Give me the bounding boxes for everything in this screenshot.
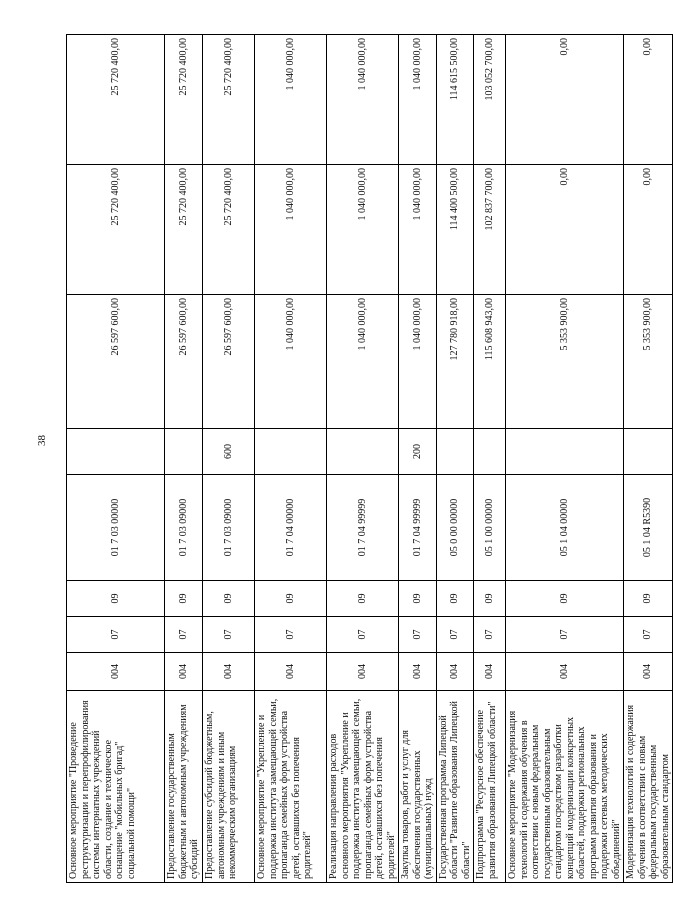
sum-2: 0,00 (624, 165, 673, 295)
expense-type-code (255, 429, 327, 475)
table-row (255, 35, 327, 883)
sum-3: 1 040 000,00 (255, 35, 327, 165)
section-code: 07 (436, 617, 474, 653)
ministry-code: 004 (474, 653, 506, 691)
sum-1: 26 597 600,00 (203, 295, 255, 429)
subsection-code: 09 (436, 581, 474, 617)
subsection-code: 09 (506, 581, 624, 617)
row-name: Закупка товаров, работ и услуг для обеспечения государственных (муниципальных) нужд (399, 691, 437, 883)
table-row (436, 35, 474, 883)
target-code: 01 7 04 99999 (399, 475, 437, 581)
expense-type-code (327, 429, 399, 475)
sum-1: 5 353 900,00 (506, 295, 624, 429)
section-code: 07 (67, 617, 165, 653)
sum-2: 25 720 400,00 (165, 165, 203, 295)
subsection-code: 09 (203, 581, 255, 617)
sum-2: 1 040 000,00 (255, 165, 327, 295)
row-name: Государственная программа Липецкой области "Развитие образования Липецкой области" (436, 691, 474, 883)
sum-2: 102 837 700,00 (474, 165, 506, 295)
sum-3: 0,00 (506, 35, 624, 165)
subsection-code: 09 (624, 581, 673, 617)
row-name: Реализация направления расходов основного мероприятия "Укрепление и поддержка института замещающей семьи, пропаганда семейных форм устройства детей, оставшихся без попечения родителей" (327, 691, 399, 883)
sum-3: 1 040 000,00 (327, 35, 399, 165)
sum-2: 1 040 000,00 (327, 165, 399, 295)
target-code: 05 1 04 00000 (506, 475, 624, 581)
target-code: 05 1 04 R5390 (624, 475, 673, 581)
target-code: 01 7 04 99999 (327, 475, 399, 581)
expense-type-code (506, 429, 624, 475)
sum-3: 25 720 400,00 (165, 35, 203, 165)
section-code: 07 (255, 617, 327, 653)
section-code: 07 (474, 617, 506, 653)
target-code: 05 1 00 00000 (474, 475, 506, 581)
page-number: 38 (36, 435, 48, 446)
ministry-code: 004 (255, 653, 327, 691)
row-name: Подпрограмма "Ресурсное обеспечение развития образования Липецкой области" (474, 691, 506, 883)
row-name: Основное мероприятие "Укрепление и поддержка института замещающей семьи, пропаганда семейных форм устройства детей, оставшихся без попечения родителей" (255, 691, 327, 883)
ministry-code: 004 (624, 653, 673, 691)
table-row (506, 35, 624, 883)
expense-type-code (67, 429, 165, 475)
section-code: 07 (327, 617, 399, 653)
row-name: Предоставление государственным бюджетным и автономным учреждениям субсидий (165, 691, 203, 883)
section-code: 07 (506, 617, 624, 653)
subsection-code: 09 (474, 581, 506, 617)
ministry-code: 004 (67, 653, 165, 691)
table-row (624, 35, 673, 883)
subsection-code: 09 (67, 581, 165, 617)
sum-3: 25 720 400,00 (67, 35, 165, 165)
sum-2: 1 040 000,00 (399, 165, 437, 295)
sum-2: 0,00 (506, 165, 624, 295)
target-code: 05 0 00 00000 (436, 475, 474, 581)
sum-3: 25 720 400,00 (203, 35, 255, 165)
section-code: 07 (165, 617, 203, 653)
ministry-code: 004 (399, 653, 437, 691)
ministry-code: 004 (506, 653, 624, 691)
subsection-code: 09 (165, 581, 203, 617)
ministry-code: 004 (327, 653, 399, 691)
subsection-code: 09 (327, 581, 399, 617)
ministry-code: 004 (165, 653, 203, 691)
sum-1: 1 040 000,00 (399, 295, 437, 429)
sum-3: 1 040 000,00 (399, 35, 437, 165)
sum-1: 1 040 000,00 (327, 295, 399, 429)
budget-table (66, 34, 673, 883)
sum-2: 25 720 400,00 (67, 165, 165, 295)
subsection-code: 09 (399, 581, 437, 617)
section-code: 07 (203, 617, 255, 653)
sum-1: 26 597 600,00 (67, 295, 165, 429)
table-row (67, 35, 165, 883)
target-code: 01 7 03 09000 (203, 475, 255, 581)
sum-2: 114 400 500,00 (436, 165, 474, 295)
target-code: 01 7 03 09000 (165, 475, 203, 581)
table-row (327, 35, 399, 883)
table-row (474, 35, 506, 883)
section-code: 07 (624, 617, 673, 653)
row-name: Основное мероприятие "Проведение реструктуризации и перепрофилирования системы интернатных учреждений области, создание и техническое оснащение "мобильных бригад" социальной помощи" (67, 691, 165, 883)
expense-type-code (436, 429, 474, 475)
row-name: Модернизация технологий и содержания обучения в соответствии с новым федеральным государственным образовательным стандартом (624, 691, 673, 883)
budget-table-rotated (66, 35, 671, 883)
sum-1: 127 780 918,00 (436, 295, 474, 429)
row-name: Основное мероприятие "Модернизация технологий и содержания обучения в соответствии с новым федеральным государственным образовательным стандартом посредством разработки концепций модернизации конкретных областей, поддержки региональных программ развития образования и поддержки сетевых методических объединений" (506, 691, 624, 883)
expense-type-code (474, 429, 506, 475)
expense-type-code: 200 (399, 429, 437, 475)
sum-2: 25 720 400,00 (203, 165, 255, 295)
expense-type-code (624, 429, 673, 475)
sum-1: 5 353 900,00 (624, 295, 673, 429)
sum-3: 114 615 500,00 (436, 35, 474, 165)
sum-1: 1 040 000,00 (255, 295, 327, 429)
table-row (203, 35, 255, 883)
sum-1: 26 597 600,00 (165, 295, 203, 429)
ministry-code: 004 (203, 653, 255, 691)
ministry-code: 004 (436, 653, 474, 691)
target-code: 01 7 04 00000 (255, 475, 327, 581)
table-row (165, 35, 203, 883)
section-code: 07 (399, 617, 437, 653)
sum-3: 0,00 (624, 35, 673, 165)
expense-type-code (165, 429, 203, 475)
expense-type-code: 600 (203, 429, 255, 475)
row-name: Предоставление субсидий бюджетным, автономным учреждениям и иным некоммерческим организациям (203, 691, 255, 883)
target-code: 01 7 03 00000 (67, 475, 165, 581)
subsection-code: 09 (255, 581, 327, 617)
sum-1: 115 608 943,00 (474, 295, 506, 429)
table-row (399, 35, 437, 883)
sum-3: 103 052 700,00 (474, 35, 506, 165)
